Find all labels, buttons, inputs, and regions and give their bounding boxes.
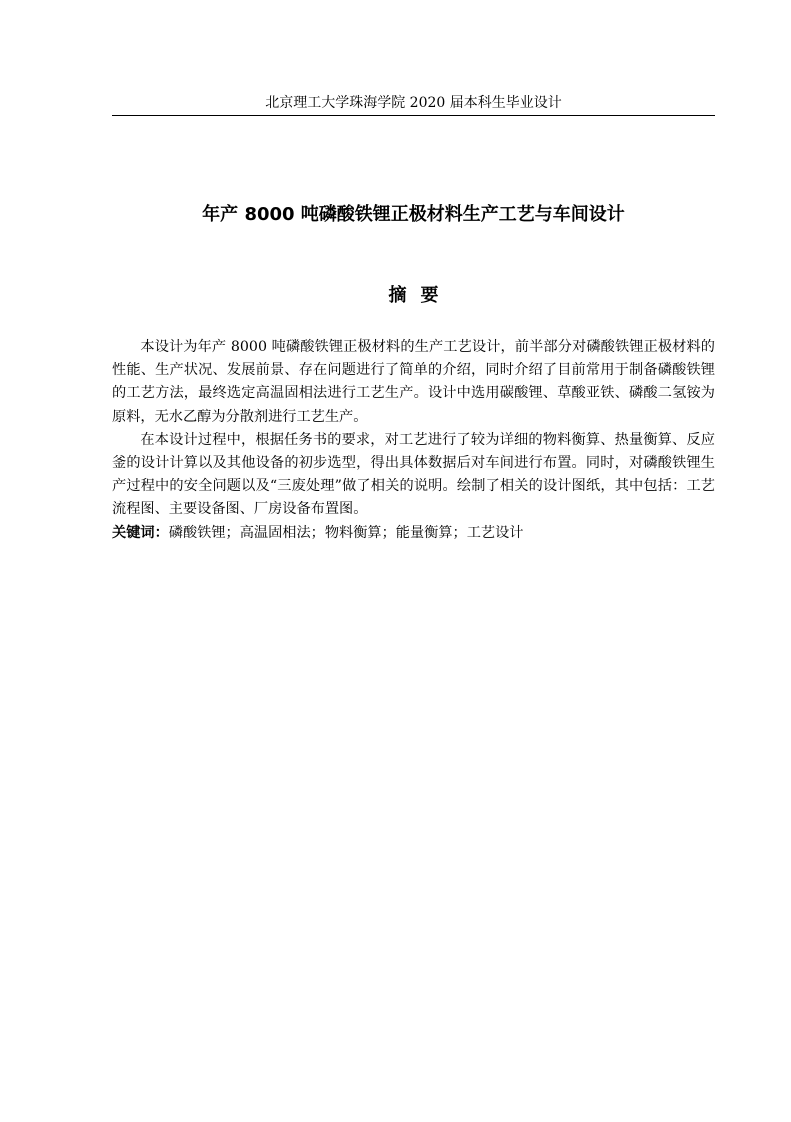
document-title: 年产 8000 吨磷酸铁锂正极材料生产工艺与车间设计	[202, 204, 625, 225]
keywords-label: 关键词：	[112, 524, 169, 541]
abstract-paragraph-1: 本设计为年产 8000 吨磷酸铁锂正极材料的生产工艺设计，前半部分对磷酸铁锂正极材料的性能、生产状况、发展前景、存在问题进行了简单的介绍，同时介绍了目前常用于制备磷酸铁锂的工艺方法，最终选定高温固相法进行工艺生产。设计中选用碳酸锂、草酸亚铁、磷酸二氢铵为原料，无水乙醇为分散剂进行工艺生产。	[112, 339, 715, 425]
abstract-body	[112, 336, 715, 545]
keywords-line	[112, 522, 715, 545]
header-rule	[112, 115, 715, 116]
running-header: 北京理工大学珠海学院 2020 届本科生毕业设计	[265, 95, 562, 111]
abstract-paragraph-2: 在本设计过程中，根据任务书的要求，对工艺进行了较为详细的物料衡算、热量衡算、反应釜的设计计算以及其他设备的初步选型，得出具体数据后对车间进行布置。同时，对磷酸铁锂生产过程中的安全问题以及“三废处理”做了相关的说明。绘制了相关的设计图纸，其中包括：工艺流程图、主要设备图、厂房设备布置图。	[112, 431, 715, 518]
abstract-heading: 摘要	[388, 285, 453, 306]
keywords-text: 磷酸铁锂；高温固相法；物料衡算；能量衡算；工艺设计	[168, 524, 524, 541]
